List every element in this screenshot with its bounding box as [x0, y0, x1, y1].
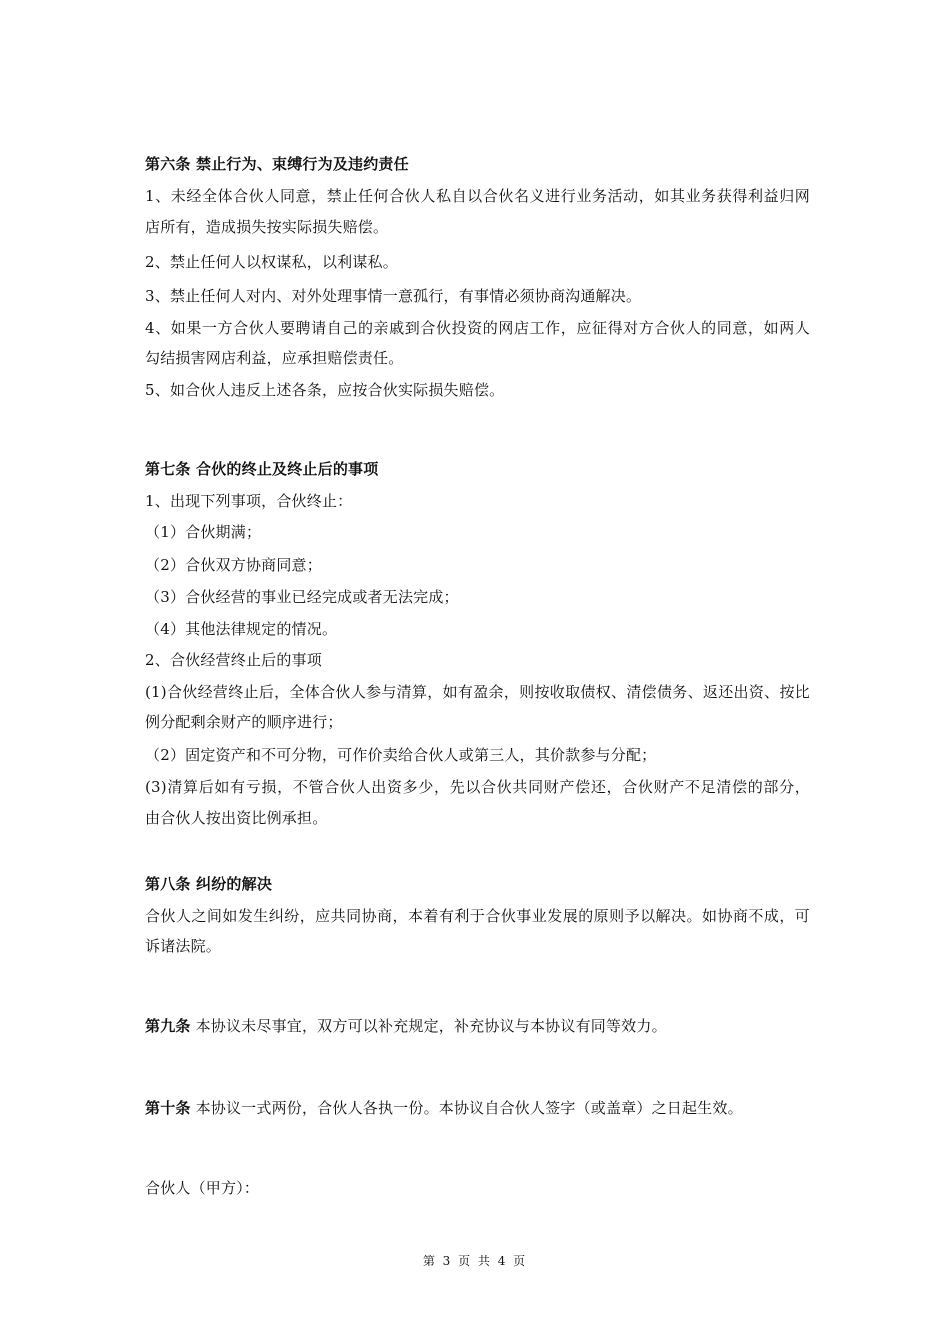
article-6-line-7: 5、如合伙人违反上述各条，应按合伙实际损失赔偿。: [145, 381, 505, 399]
article-10-text: 本协议一式两份，合伙人各执一份。本协议自合伙人签字（或盖章）之日起生效。: [190, 1099, 743, 1117]
article-9-text: 本协议未尽事宜，双方可以补充规定，补充协议与本协议有同等效力。: [190, 1017, 667, 1035]
article-6-line-4: 3、禁止任何人对内、对外处理事情一意孤行，有事情必须协商沟通解决。: [145, 287, 642, 305]
article-10-label: 第十条: [145, 1099, 191, 1117]
article-7-heading: 第七条 合伙的终止及终止后的事项: [145, 460, 379, 478]
article-7-line-7: (1)合伙经营终止后，全体合伙人参与清算，如有盈余，则按收取债权、清偿债务、返还出资、按比: [145, 683, 810, 701]
article-6-line-6: 勾结损害网店利益，应承担赔偿责任。: [145, 349, 404, 367]
article-6-heading: 第六条 禁止行为、束缚行为及违约责任: [145, 155, 409, 173]
article-6-line-3: 2、禁止任何人以权谋私，以利谋私。: [145, 253, 398, 271]
article-7-line-8: 例分配剩余财产的顺序进行；: [145, 713, 343, 731]
article-7-line-5: （4）其他法律规定的情况。: [145, 620, 338, 638]
article-6-line-1: 1、未经全体合伙人同意，禁止任何合伙人私自以合伙名义进行业务活动，如其业务获得利益归网: [145, 187, 810, 205]
article-7-line-9: （2）固定资产和不可分物，可作价卖给合伙人或第三人，其价款参与分配；: [145, 746, 657, 764]
article-9-label: 第九条: [145, 1017, 191, 1035]
article-7-line-2: （1）合伙期满；: [145, 523, 262, 541]
page-number: 第 3 页 共 4 页: [422, 1254, 528, 1268]
article-8-heading: 第八条 纠纷的解决: [145, 875, 273, 893]
article-7-line-6: 2、合伙经营终止后的事项: [145, 651, 322, 669]
article-7-line-11: 由合伙人按出资比例承担。: [145, 809, 328, 827]
article-7-line-4: （3）合伙经营的事业已经完成或者无法完成；: [145, 588, 459, 606]
article-8-line-1: 合伙人之间如发生纠纷，应共同协商，本着有利于合伙事业发展的原则予以解决。如协商不成，可: [145, 907, 810, 925]
article-9: [145, 1016, 810, 1036]
article-6-line-5: 4、如果一方合伙人要聘请自己的亲戚到合伙投资的网店工作，应征得对方合伙人的同意，如两人: [145, 319, 810, 337]
article-7-line-1: 1、出现下列事项，合伙终止：: [145, 492, 353, 510]
article-7-line-3: （2）合伙双方协商同意；: [145, 556, 322, 574]
article-6-line-2: 店所有，造成损失按实际损失赔偿。: [145, 218, 389, 236]
article-10: [145, 1098, 810, 1118]
party-a-signature-label: 合伙人（甲方）：: [145, 1179, 260, 1197]
article-8-line-2: 诉诸法院。: [145, 937, 222, 955]
article-7-line-10: (3)清算后如有亏损，不管合伙人出资多少，先以合伙共同财产偿还，合伙财产不足清偿的部分，: [145, 778, 810, 796]
